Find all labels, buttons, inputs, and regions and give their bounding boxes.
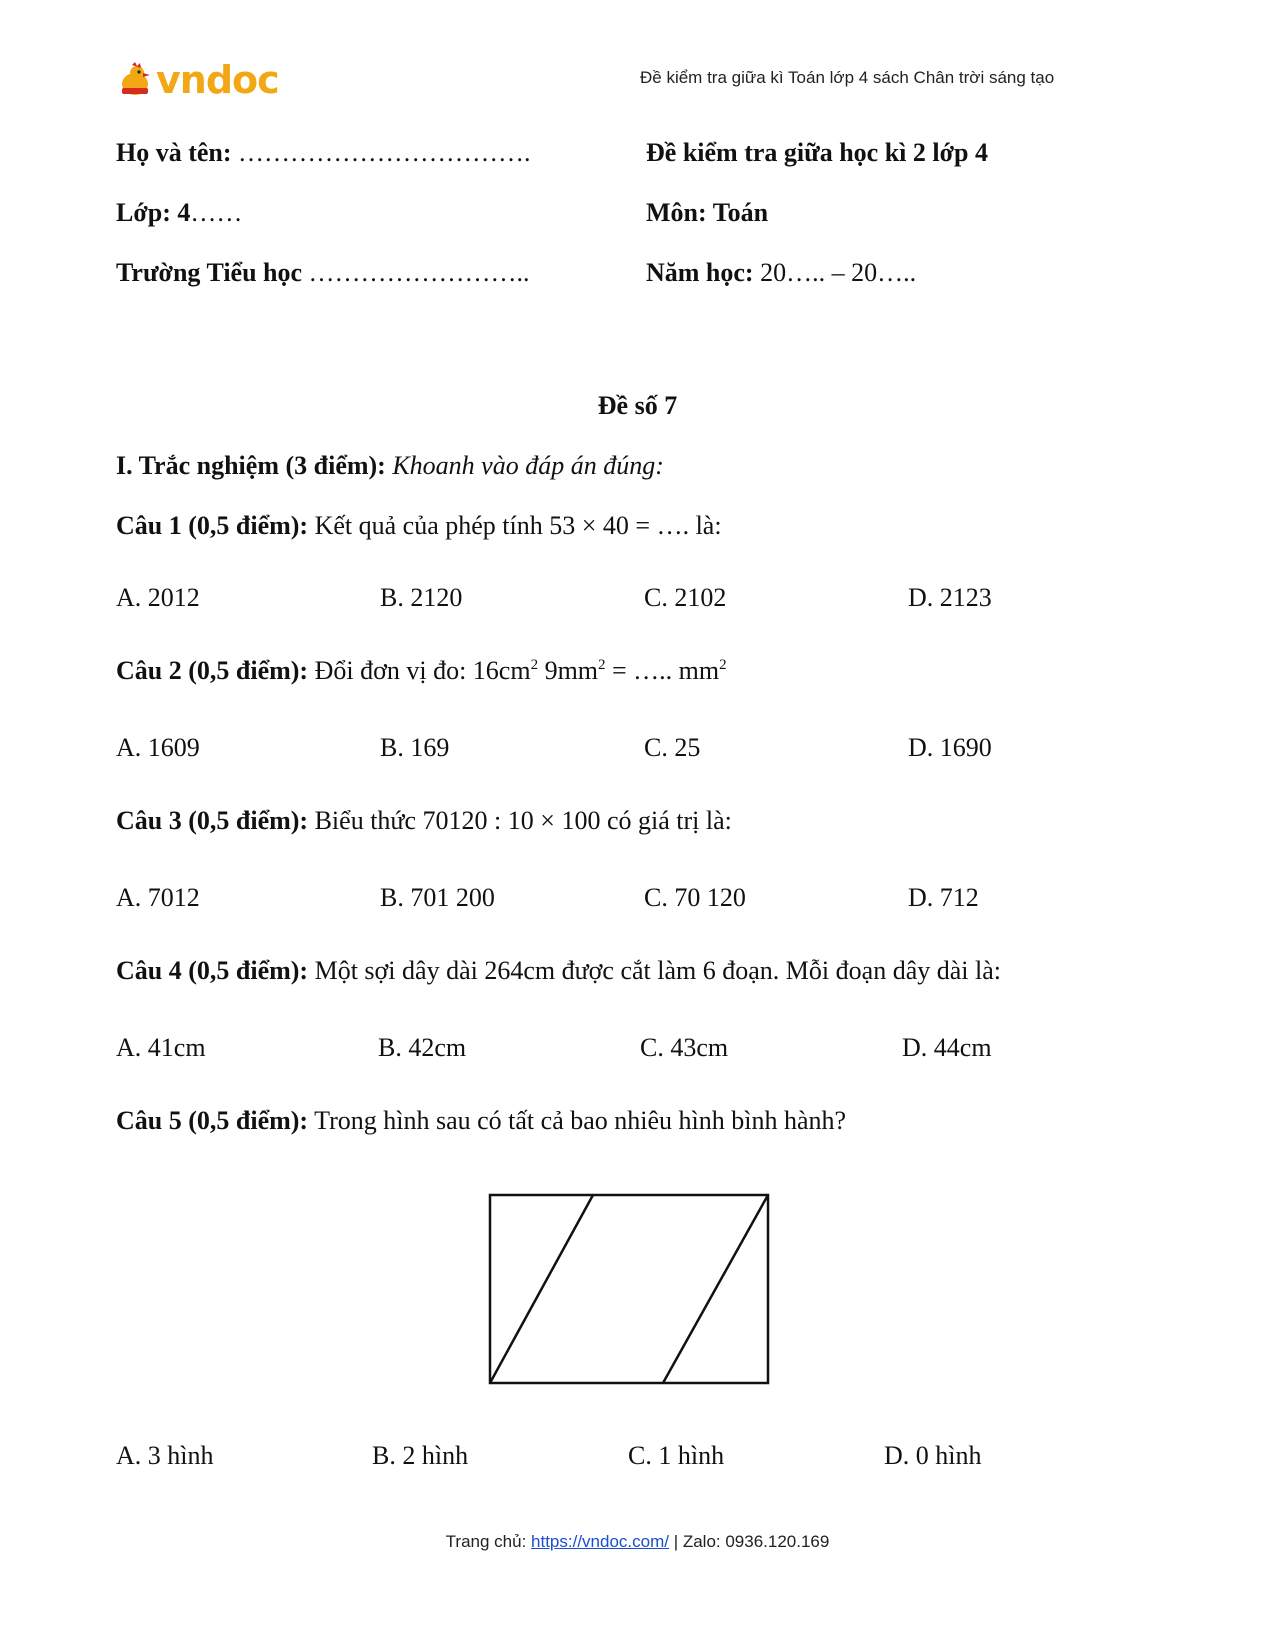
q4-option-a[interactable]: A. 41cm [116, 1033, 206, 1062]
year-label: Năm học: [646, 258, 754, 287]
page-footer [0, 1532, 1275, 1552]
q5-option-d[interactable]: D. 0 hình [884, 1441, 982, 1470]
figure-rectangle [490, 1195, 768, 1383]
q1-option-d[interactable]: D. 2123 [908, 583, 992, 612]
q4-option-c[interactable]: C. 43cm [640, 1033, 729, 1062]
q2-option-c[interactable]: C. 25 [644, 733, 701, 762]
section-instruction: Khoanh vào đáp án đúng: [392, 451, 664, 480]
vndoc-logo [118, 58, 279, 102]
q2-option-d[interactable]: D. 1690 [908, 733, 992, 762]
superscript: 2 [719, 657, 727, 673]
q1-option-b[interactable]: B. 2120 [380, 583, 463, 612]
exam-number: Đề số 7 [597, 391, 678, 420]
question-5 [116, 1105, 846, 1136]
q1-option-a[interactable]: A. 2012 [116, 583, 200, 612]
homepage-link[interactable]: https://vndoc.com/ [531, 1532, 669, 1551]
q2-option-b[interactable]: B. 169 [380, 733, 450, 762]
subject: Môn: Toán [646, 198, 769, 227]
school-field [116, 257, 530, 288]
q3-option-b[interactable]: B. 701 200 [380, 883, 495, 912]
q5-option-b[interactable]: B. 2 hình [372, 1441, 469, 1470]
question-text-part: Đổi đơn vị đo: 16cm [314, 656, 531, 685]
question-4 [116, 955, 1001, 986]
question-label: Câu 5 (0,5 điểm): [116, 1106, 309, 1135]
question-text: Một sợi dây dài 264cm được cắt làm 6 đoạn. Mỗi đoạn dây dài là: [314, 956, 1001, 985]
q1-option-c[interactable]: C. 2102 [644, 583, 727, 612]
section-heading: I. Trắc nghiệm (3 điểm): [116, 451, 386, 480]
name-dots: ……………………………. [238, 138, 531, 167]
question-label: Câu 4 (0,5 điểm): [116, 956, 309, 985]
question-3 [116, 805, 732, 836]
exam-title: Đề kiểm tra giữa học kì 2 lớp 4 [646, 138, 988, 167]
year-value: 20….. – 20….. [760, 258, 917, 287]
q5-option-c[interactable]: C. 1 hình [628, 1441, 725, 1470]
name-label: Họ và tên: [116, 138, 232, 167]
class-dots: …… [190, 198, 243, 227]
school-year [646, 257, 916, 288]
q4-option-b[interactable]: B. 42cm [378, 1033, 467, 1062]
question-text: Biểu thức 70120 : 10 × 100 có giá trị là: [314, 806, 732, 835]
q3-option-a[interactable]: A. 7012 [116, 883, 200, 912]
class-field [116, 197, 242, 228]
question-text: Kết quả của phép tính 53 × 40 = …. là: [314, 511, 722, 540]
question-label: Câu 3 (0,5 điểm): [116, 806, 309, 835]
class-label: Lớp: 4 [116, 198, 191, 227]
footer-prefix: Trang chủ: [445, 1532, 532, 1551]
figure-diagonal-right [663, 1195, 768, 1383]
section-title [116, 450, 664, 481]
chicken-mascot-icon [118, 62, 152, 98]
school-label: Trường Tiểu học [116, 258, 303, 287]
question-1 [116, 510, 722, 541]
figure-diagonal-left [490, 1195, 593, 1383]
question-2 [116, 655, 727, 686]
q2-option-a[interactable]: A. 1609 [116, 733, 200, 762]
question-text-part: 9mm [538, 656, 599, 685]
footer-contact: | Zalo: 0936.120.169 [668, 1532, 830, 1551]
logo-text: vndoc [156, 58, 279, 102]
question-text-part: = ….. mm [605, 656, 720, 685]
superscript: 2 [530, 657, 539, 673]
school-dots: …………………….. [308, 258, 530, 287]
question-label: Câu 2 (0,5 điểm): [116, 656, 309, 685]
question-text: Trong hình sau có tất cả bao nhiêu hình bình hành? [314, 1106, 847, 1135]
q4-option-d[interactable]: D. 44cm [902, 1033, 992, 1062]
superscript: 2 [598, 657, 606, 673]
q5-option-a[interactable]: A. 3 hình [116, 1441, 214, 1470]
name-field [116, 137, 531, 168]
document-title: Đề kiểm tra giữa kì Toán lớp 4 sách Chân trời sáng tạo [640, 68, 1055, 87]
question-label: Câu 1 (0,5 điểm): [116, 511, 309, 540]
q3-option-c[interactable]: C. 70 120 [644, 883, 746, 912]
q3-option-d[interactable]: D. 712 [908, 883, 979, 912]
parallelogram-figure [488, 1193, 771, 1386]
